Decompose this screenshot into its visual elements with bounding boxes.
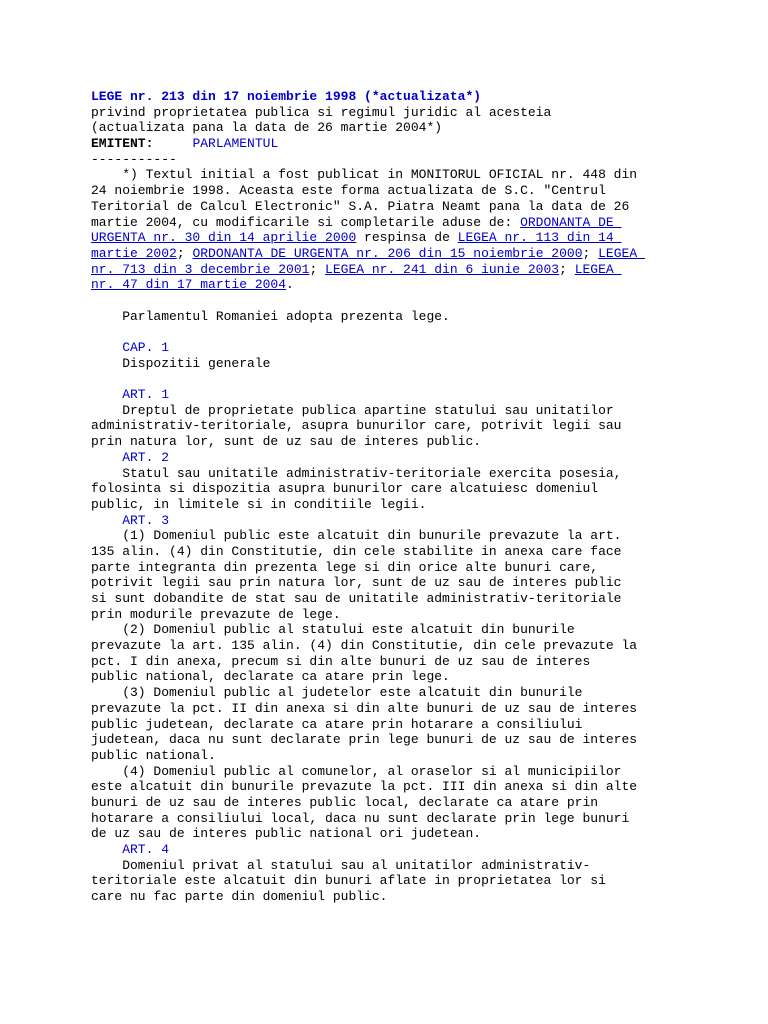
article-4-label: ART. 4 [91,842,170,857]
law-document [91,89,691,905]
article-3-text: (2) Domeniul public al statului este alcatuit din bunurile [91,622,575,638]
article-3-text: public national. [91,747,216,763]
note-separator: ; [582,245,599,261]
note-text: martie 2004, cu modificarile si completarile aduse de: [91,214,521,230]
article-3-text: bunuri de uz sau de interes public local, declarate ca atare prin [91,794,599,810]
document-title: LEGE nr. 213 din 17 noiembrie 1998 (*actualizata*) [91,89,482,104]
article-3-text: (3) Domeniul public al judetelor este alcatuit din bunurile [91,685,583,701]
note-line-7 [91,262,691,278]
article-3-text: prin modurile prevazute de lege. [91,606,341,622]
article-3-text: este alcatuit din bunurile prevazute la pct. III din anexa si din alte [91,779,638,795]
chapter-title: Dispozitii generale [91,355,271,371]
article-3-text: 135 alin. (4) din Constitutie, din cele stabilite in anexa care face [91,543,622,559]
article-2-text: Statul sau unitatile administrativ-teritoriale exercita posesia, [91,465,622,481]
article-3-text: public national, declarate ca atare prin lege. [91,669,450,685]
link-lege-113-2002-cont[interactable]: martie 2002 [91,245,177,261]
article-1-text: administrativ-teritoriale, asupra bunurilor care, potrivit legii sau [91,418,622,434]
note-line-3: Teritorial de Calcul Electronic" S.A. Piatra Neamt pana la data de 26 [91,198,630,214]
note-separator: ; [176,245,193,261]
article-3-text: parte integranta din prezenta lege si din orice alte bunuri care, [91,559,599,575]
preamble: Parlamentul Romaniei adopta prezenta lege. [91,308,450,324]
note-end: . [286,277,294,293]
note-line-5 [91,230,691,246]
article-2-text: public, in limitele si in conditiile legii. [91,496,427,512]
link-lege-113-2002[interactable]: LEGEA nr. 113 din 14 [457,230,622,246]
article-2-text: folosinta si dispozitia asupra bunurilor care alcatuiesc domeniul [91,481,599,497]
document-subtitle: privind proprietatea publica si regimul juridic al acesteia [91,104,552,120]
document-update-note: (actualizata pana la data de 26 martie 2004*) [91,120,443,136]
note-line-4 [91,215,691,231]
article-1-label: ART. 1 [91,387,170,403]
link-lege-241-2003[interactable]: LEGEA nr. 241 din 6 iunie 2003 [325,261,560,277]
note-text: respinsa de [356,230,458,246]
article-3-label: ART. 3 [91,512,170,528]
article-1-text: Dreptul de proprietate publica apartine statului sau unitatilor [91,402,614,418]
article-4-text: Domeniul privat al statului sau al unitatilor administrativ- [91,857,591,873]
link-lege-713-2001-cont[interactable]: nr. 713 din 3 decembrie 2001 [91,261,310,277]
note-line-2: 24 noiembrie 1998. Aceasta este forma actualizata de S.C. "Centrul [91,183,606,199]
note-line-1: *) Textul initial a fost publicat in MONITORUL OFICIAL nr. 448 din [91,167,638,183]
article-3-text: (4) Domeniul public al comunelor, al oraselor si al municipiilor [91,763,622,779]
link-oug-30-2000[interactable]: ORDONANTA DE [520,214,622,230]
separator: ----------- [91,151,177,167]
article-3-text: public judetean, declarate ca atare prin hotarare a consiliului [91,716,583,732]
article-3-text: (1) Domeniul public este alcatuit din bunurile prevazute la art. [91,528,622,544]
article-3-text: de uz sau de interes public national ori judetean. [91,826,482,842]
article-1-text: prin natura lor, sunt de uz sau de interes public. [91,434,482,450]
article-3-text: si sunt dobandite de stat sau de unitatile administrativ-teritoriale [91,591,622,606]
article-3-text: hotarare a consiliului local, daca nu sunt declarate prin lege bunuri [91,810,630,826]
article-3-text: potrivit legii sau prin natura lor, sunt de uz sau de interes public [91,575,622,591]
article-4-text: teritoriale este alcatuit din bunuri aflate in proprietatea lor si [91,873,606,889]
article-3-text: judetean, daca nu sunt declarate prin lege bunuri de uz sau de interes [91,732,638,748]
article-3-text: prevazute la art. 135 alin. (4) din Constitutie, din cele prevazute la [91,638,638,654]
article-2-label: ART. 2 [91,449,170,465]
note-separator: ; [309,261,326,277]
emitent-line [91,136,691,152]
note-line-6 [91,246,691,262]
link-oug-206-2000[interactable]: ORDONANTA DE URGENTA nr. 206 din 15 noiembrie 2000 [192,245,583,261]
article-3-text: pct. I din anexa, precum si din alte bunuri de uz sau de interes [91,653,591,669]
emitent-label: EMITENT: [91,136,154,152]
link-lege-47-2004[interactable]: LEGEA [574,261,622,277]
article-4-text: care nu fac parte din domeniul public. [91,889,388,905]
article-3-text: prevazute la pct. II din anexa si din alte bunuri de uz sau de interes [91,700,638,716]
link-lege-47-2004-cont[interactable]: nr. 47 din 17 martie 2004 [91,277,287,293]
link-lege-713-2001[interactable]: LEGEA [598,245,645,261]
link-oug-30-2000-cont[interactable]: URGENTA nr. 30 din 14 aprilie 2000 [91,230,357,246]
note-line-8 [91,277,691,293]
chapter-label: CAP. 1 [91,340,170,355]
emitent-value: PARLAMENTUL [192,136,279,152]
note-separator: ; [559,261,575,277]
